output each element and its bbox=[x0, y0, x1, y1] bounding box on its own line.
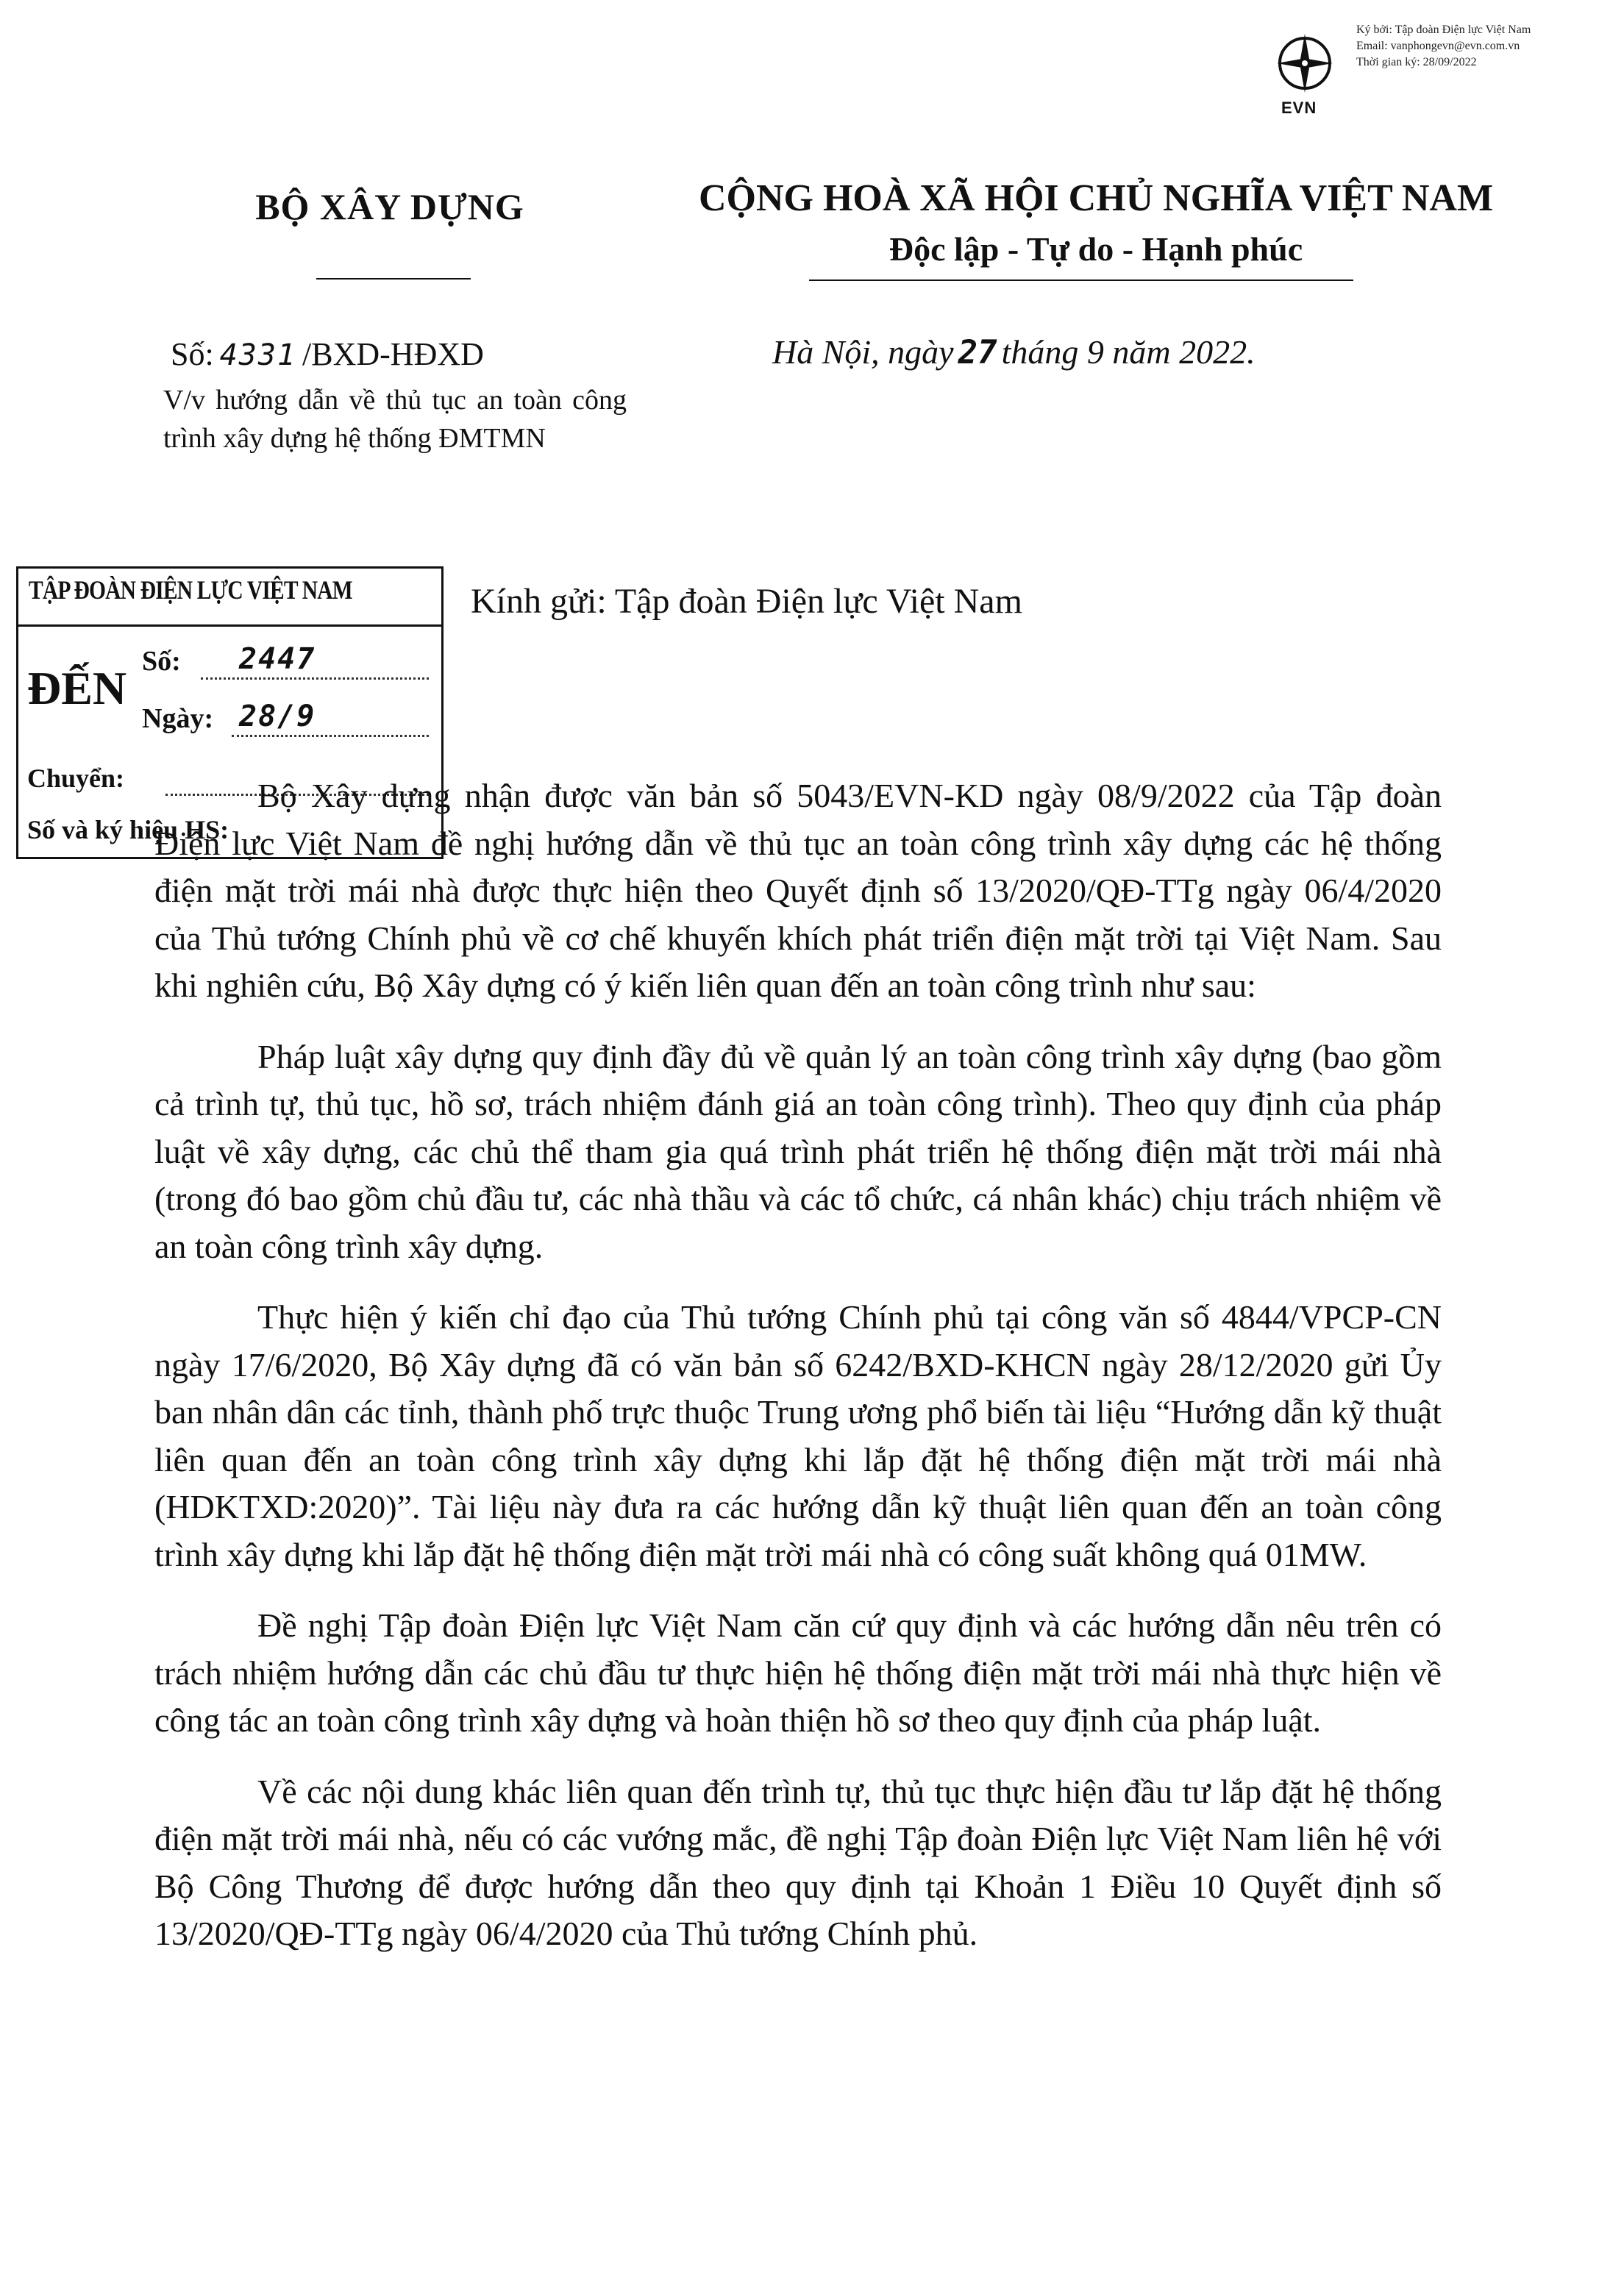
signer-line: Ký bởi: Tập đoàn Điện lực Việt Nam bbox=[1356, 24, 1531, 36]
motto-underline bbox=[809, 280, 1353, 281]
stamp-so-ky-hieu-label: Số và ký hiệu HS: bbox=[27, 815, 229, 844]
body-paragraph-2: Pháp luật xây dựng quy định đầy đủ về quản lý an toàn công trình xây dựng (bao gồm cả trình tự, thủ tục, hồ sơ, trách nhiệm đánh giá an toàn công trình). Theo quy định của pháp luật về xây dựng, các chủ thể tham gia quá trình phát triển hệ thống điện mặt trời mái nhà (trong đó bao gồm chủ đầu tư, các nhà thầu và các tổ chức, cá nhân khác) chịu trách nhiệm về an toàn công trình xây dựng. bbox=[154, 1037, 1442, 1265]
document-number-suffix: /BXD-HĐXD bbox=[302, 336, 484, 372]
signed-time-line: Thời gian ký: 28/09/2022 bbox=[1356, 56, 1477, 68]
stamp-header bbox=[18, 569, 441, 627]
stamp-den-label: ĐẾN bbox=[27, 662, 127, 714]
document-number-handwritten: 4331 bbox=[219, 338, 297, 372]
day-handwritten: 27 bbox=[958, 334, 997, 371]
national-title: CỘNG HOÀ XÃ HỘI CHỦ NGHĨA VIỆT NAM bbox=[698, 177, 1494, 219]
stamp-ngay-label: Ngày: bbox=[142, 703, 214, 734]
stamp-so-value: 2447 bbox=[239, 642, 316, 676]
body-paragraph-1: Bộ Xây dựng nhận được văn bản số 5043/EVN-KD ngày 08/9/2022 của Tập đoàn Điện lực Việt Nam đề nghị hướng dẫn về thủ tục an toàn công trình xây dựng các hệ thống điện mặt trời mái nhà được thực hiện theo Quyết định số 13/2020/QĐ-TTg ngày 06/4/2020 của Thủ tướng Chính phủ về cơ chế khuyến khích phát triển điện mặt trời tại Việt Nam. Sau khi nghiên cứu, Bộ Xây dựng có ý kiến liên quan đến an toàn công trình như sau: bbox=[154, 777, 1442, 1004]
organization-underline bbox=[316, 278, 471, 280]
document-number-label: Số: bbox=[171, 336, 214, 372]
stamp-ngay-value: 28/9 bbox=[239, 699, 316, 733]
body-paragraph-4: Đề nghị Tập đoàn Điện lực Việt Nam căn cứ quy định và các hướng dẫn nêu trên có trách nhiệm hướng dẫn các chủ đầu tư thực hiện hệ thống điện mặt trời mái nhà thực hiện về công tác an toàn công trình xây dựng và hoàn thiện hồ sơ theo quy định của pháp luật. bbox=[154, 1606, 1442, 1739]
body-paragraph-3: Thực hiện ý kiến chỉ đạo của Thủ tướng Chính phủ tại công văn số 4844/VPCP-CN ngày 17/6/2020, Bộ Xây dựng đã có văn bản số 6242/BXD-KHCN ngày 28/12/2020 gửi Ủy ban nhân dân các tỉnh, thành phố trực thuộc Trung ương phổ biến tài liệu “Hướng dẫn kỹ thuật liên quan đến an toàn công trình xây dựng khi lắp đặt hệ thống điện mặt trời mái nhà (HDKTXD:2020)”. Tài liệu này đưa ra các hướng dẫn kỹ thuật liên quan đến an toàn công trình xây dựng khi lắp đặt hệ thống điện mặt trời mái nhà có công suất không quá 01MW. bbox=[154, 1298, 1442, 1573]
document-number bbox=[171, 335, 484, 373]
recipient-line: Kính gửi: Tập đoàn Điện lực Việt Nam bbox=[471, 582, 1022, 621]
stamp-ngay-dots bbox=[232, 735, 429, 737]
place-prefix: Hà Nội, ngày bbox=[772, 333, 954, 371]
letter-body bbox=[154, 772, 1442, 1982]
place-suffix: tháng 9 năm 2022. bbox=[1001, 333, 1256, 371]
document-subject: V/v hướng dẫn về thủ tục an toàn công trình xây dựng hệ thống ĐMTMN bbox=[163, 385, 627, 454]
signature-details bbox=[1356, 22, 1531, 71]
national-motto: Độc lập - Tự do - Hạnh phúc bbox=[888, 230, 1303, 268]
place-and-date bbox=[772, 332, 1256, 371]
stamp-so-label: Số: bbox=[142, 646, 181, 677]
stamp-chuyen-label: Chuyển: bbox=[27, 763, 125, 793]
evn-brand-text: EVN bbox=[1281, 99, 1317, 117]
stamp-title: TẬP ĐOÀN ĐIỆN LỰC VIỆT NAM bbox=[29, 575, 352, 605]
issuing-organization: BỘ XÂY DỰNG bbox=[255, 186, 524, 227]
body-paragraph-5: Về các nội dung khác liên quan đến trình tự, thủ tục thực hiện đầu tư lắp đặt hệ thống điện mặt trời mái nhà, nếu có các vướng mắc, đề nghị Tập đoàn Điện lực Việt Nam liên hệ với Bộ Công Thương để được hướng dẫn theo quy định tại Khoản 1 Điều 10 Quyết định số 13/2020/QĐ-TTg ngày 06/4/2020 của Thủ tướng Chính phủ. bbox=[154, 1772, 1442, 1952]
email-line: Email: vanphongevn@evn.com.vn bbox=[1356, 40, 1520, 52]
digital-signature-block bbox=[1275, 22, 1614, 118]
stamp-so-dots bbox=[201, 677, 429, 680]
